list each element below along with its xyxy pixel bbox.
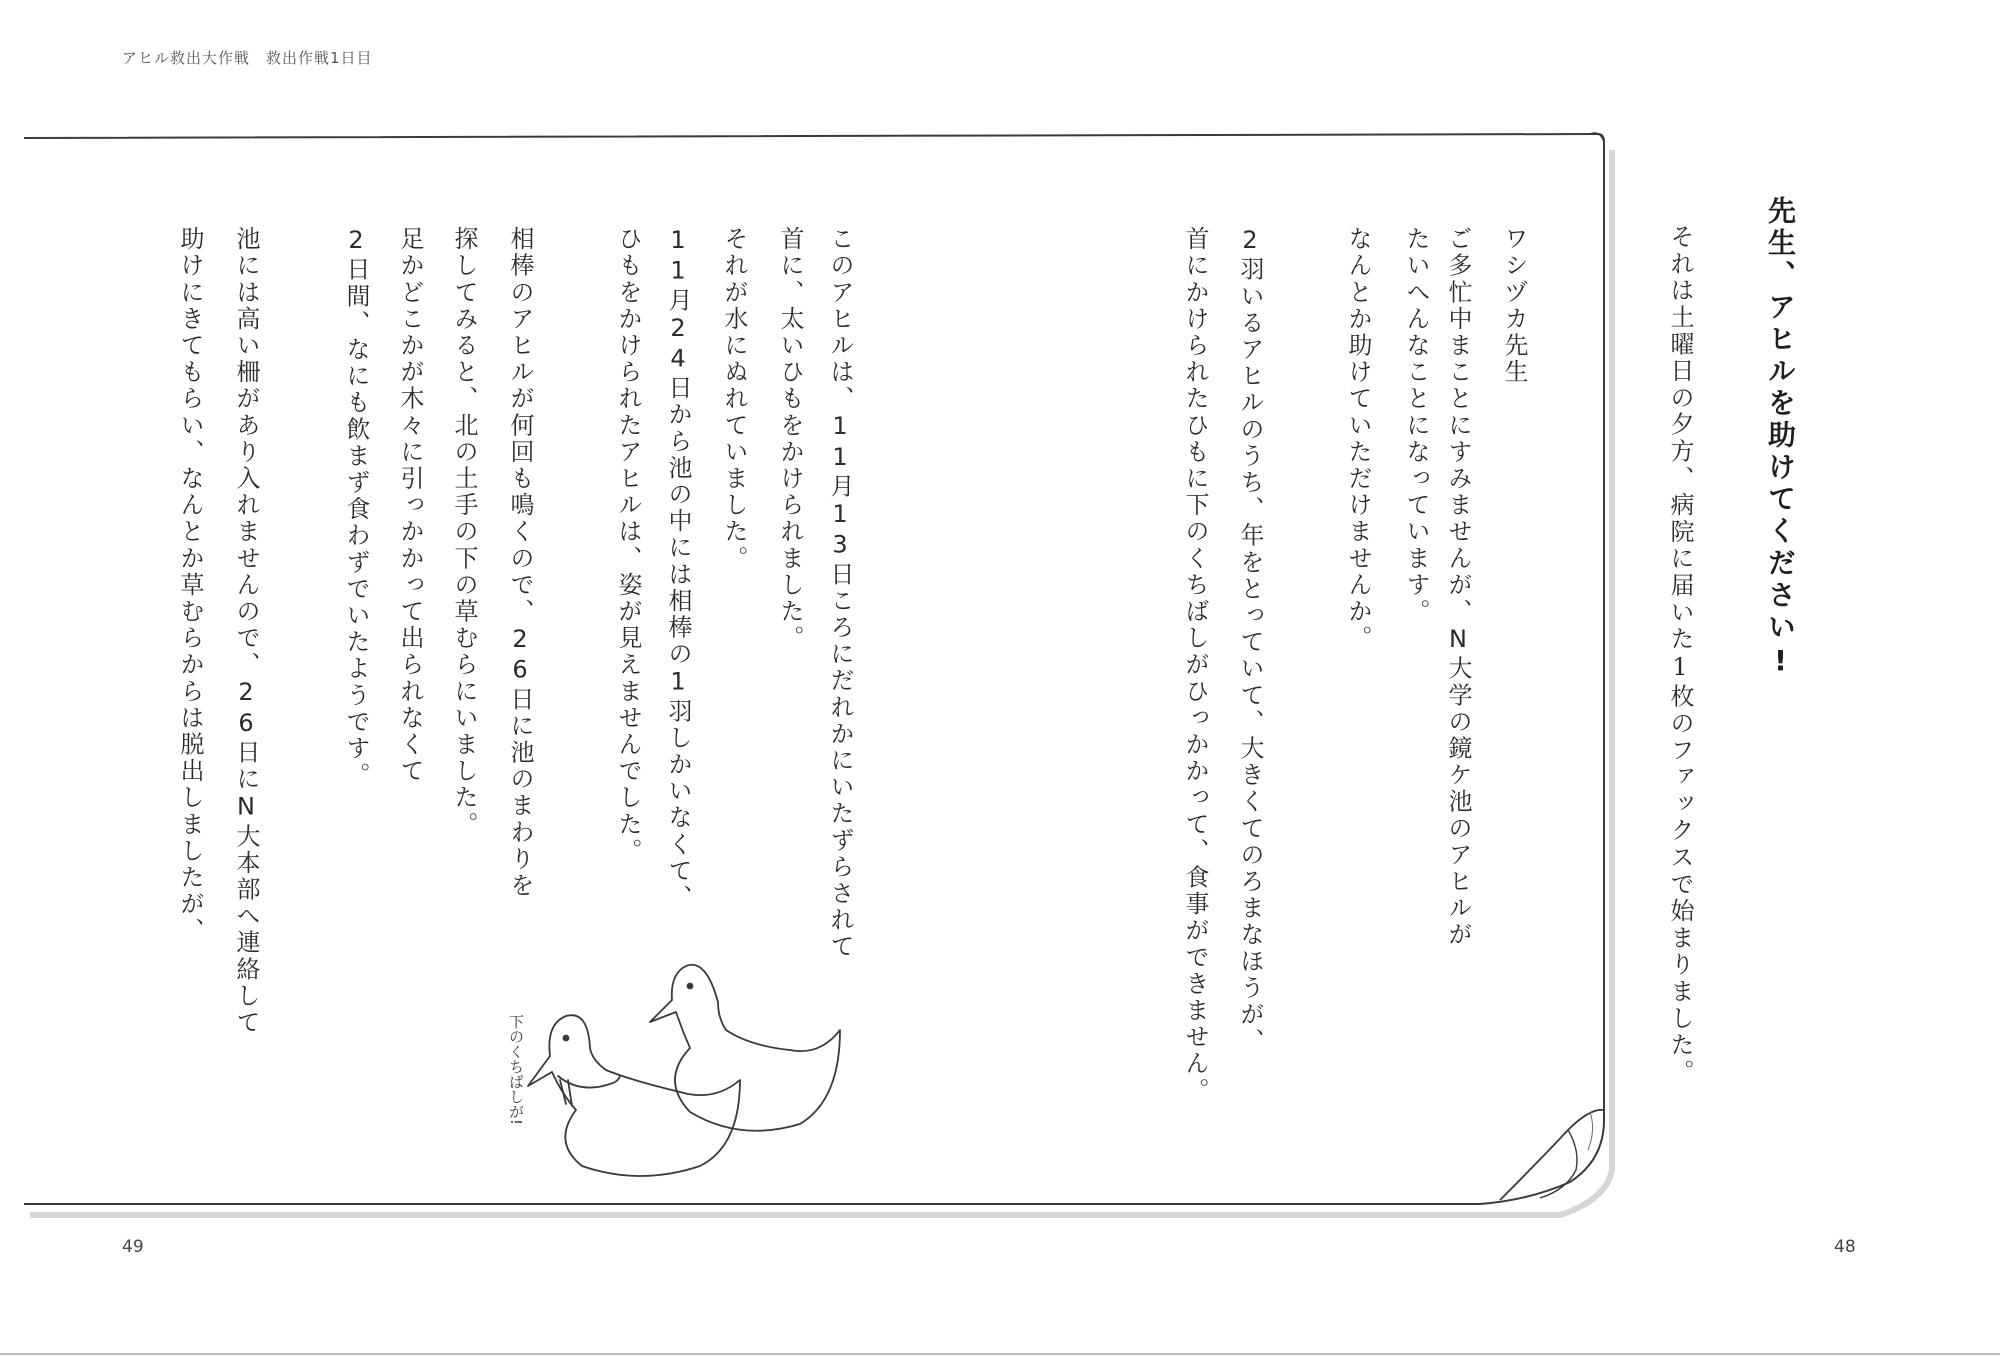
letter-line: ひもをかけられたアヒルは、姿が見えませんでした。 bbox=[614, 226, 642, 865]
letter-line: 相棒のアヒルが何回も鳴くので、26日に池のまわりを bbox=[506, 226, 534, 899]
letter-line: 2羽いるアヒルのうち、年をとっていて、大きくてのろまなほうが、 bbox=[1236, 226, 1264, 1055]
letter-line: 池には高い柵があり入れませんので、26日にN大本部へ連絡して bbox=[232, 226, 260, 1036]
letter-line: 首にかけられたひもに下のくちばしがひっかかって、食事ができません。 bbox=[1181, 226, 1209, 1104]
letter-line: ワシヅカ先生 bbox=[1500, 226, 1528, 386]
letter-line: それが水にぬれていました。 bbox=[720, 226, 748, 572]
letter-line: 首に、太いひもをかけられました。 bbox=[776, 226, 804, 652]
letter-line: ご多忙中まことにすみませんが、N大学の鏡ケ池のアヒルが bbox=[1444, 226, 1472, 949]
letter-line: 2日間、なにも飲まず食わずでいたようです。 bbox=[342, 226, 370, 789]
page-number-right: 48 bbox=[1834, 1237, 1856, 1257]
letter-line: 助けにきてもらい、なんとか草むらからは脱出しましたが、 bbox=[176, 226, 204, 945]
chapter-title: 先生、アヒルを助けてください! bbox=[1764, 196, 1797, 681]
two-ducks-drawing-icon bbox=[500, 880, 860, 1180]
letter-line: たいへんなことになっています。 bbox=[1402, 226, 1430, 625]
running-header: アヒル救出大作戦 救出作戦1日目 bbox=[122, 49, 373, 67]
letter-line: 探してみると、北の土手の下の草むらにいました。 bbox=[450, 226, 478, 838]
letter-line: なんとか助けていただけませんか。 bbox=[1344, 226, 1372, 652]
page-number-left: 49 bbox=[122, 1237, 144, 1257]
bottom-rule bbox=[0, 1353, 2000, 1355]
letter-line: 足かどこかが木々に引っかかって出られなくて bbox=[396, 226, 424, 785]
illustration-caption: 下のくちばしが! bbox=[507, 1014, 525, 1126]
letter-line: このアヒルは、11月13日ころにだれかにいたずらされて bbox=[826, 226, 854, 961]
letter-line: 11月24日から池の中には相棒の1羽しかいなくて、 bbox=[664, 226, 692, 911]
intro-paragraph: それは土曜日の夕方、病院に届いた1枚のファックスで始まりました。 bbox=[1666, 224, 1694, 1086]
